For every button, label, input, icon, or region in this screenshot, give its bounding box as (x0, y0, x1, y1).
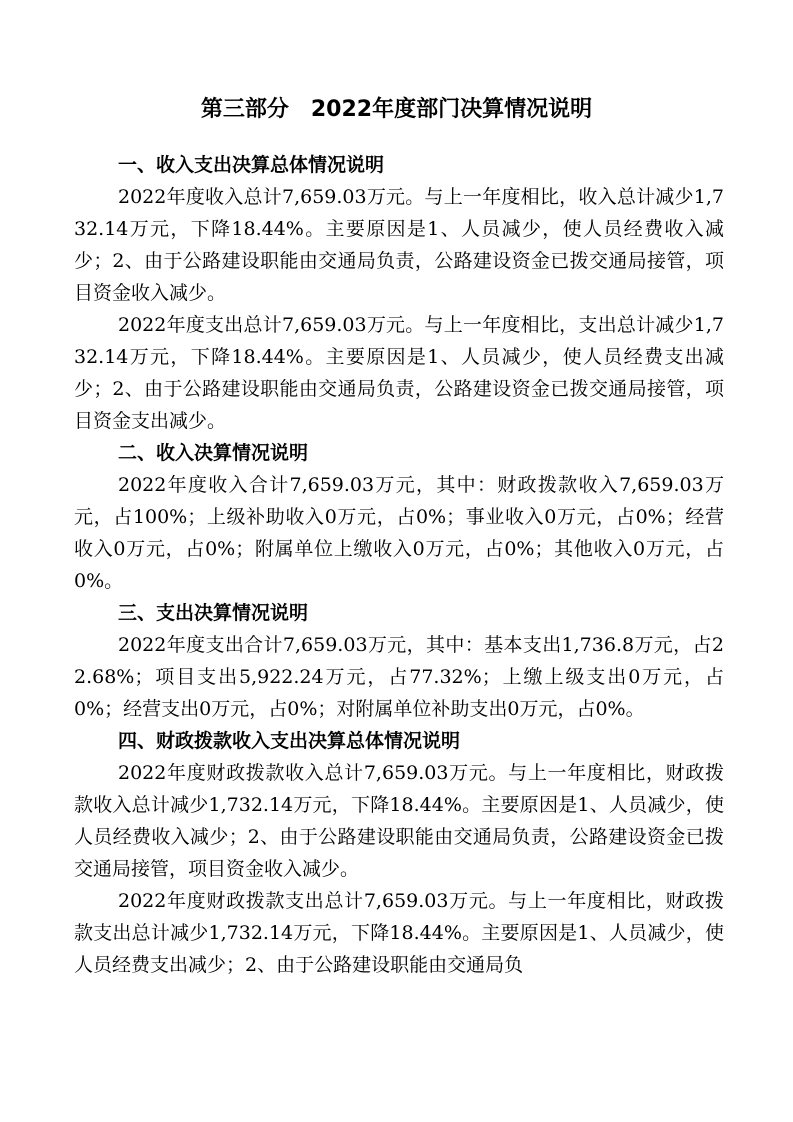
paragraph: 2022年度收入总计7,659.03万元。与上一年度相比，收入总计减少1,732.14万元，下降18.44%。主要原因是1、人员减少，使人员经费收入减少；2、由于公路建设职能由交通局负责，公路建设资金已拨交通局接管，项目资金收入减少。 (74, 186, 724, 304)
section-2 (74, 437, 724, 597)
section-4 (74, 725, 724, 981)
paragraph: 2022年度支出总计7,659.03万元。与上一年度相比，支出总计减少1,732.14万元，下降18.44%。主要原因是1、人员减少，使人员经费支出减少；2、由于公路建设职能由交通局负责，公路建设资金已拨交通局接管，项目资金支出减少。 (74, 314, 724, 432)
paragraph: 2022年度收入合计7,659.03万元，其中：财政拨款收入7,659.03万元，占100%；上级补助收入0万元，占0%；事业收入0万元，占0%；经营收入0万元，占0%；附属单位上缴收入0万元，占0%；其他收入0万元，占0%。 (74, 474, 724, 592)
paragraph: 2022年度支出合计7,659.03万元，其中：基本支出1,736.8万元，占22.68%；项目支出5,922.24万元，占77.32%；上缴上级支出0万元，占0%；经营支出0万元，占0%；对附属单位补助支出0万元，占0%。 (74, 634, 724, 720)
section-heading: 一、收入支出决算总体情况说明 (118, 154, 385, 176)
paragraph: 2022年度财政拨款支出总计7,659.03万元。与上一年度相比，财政拨款支出总计减少1,732.14万元，下降18.44%。主要原因是1、人员减少，使人员经费支出减少；2、由于公路建设职能由交通局负 (74, 890, 724, 976)
section-3 (74, 597, 724, 725)
page-title: 第三部分 2022年度部门决算情况说明 (200, 97, 593, 122)
paragraph: 2022年度财政拨款收入总计7,659.03万元。与上一年度相比，财政拨款收入总计减少1,732.14万元，下降18.44%。主要原因是1、人员减少，使人员经费收入减少；2、由于公路建设职能由交通局负责，公路建设资金已拨交通局接管，项目资金收入减少。 (74, 762, 724, 880)
section-heading: 四、财政拨款收入支出决算总体情况说明 (118, 730, 461, 752)
section-heading: 二、收入决算情况说明 (118, 442, 309, 464)
document-body (74, 149, 724, 981)
section-heading: 三、支出决算情况说明 (118, 602, 309, 624)
section-1 (74, 149, 724, 437)
